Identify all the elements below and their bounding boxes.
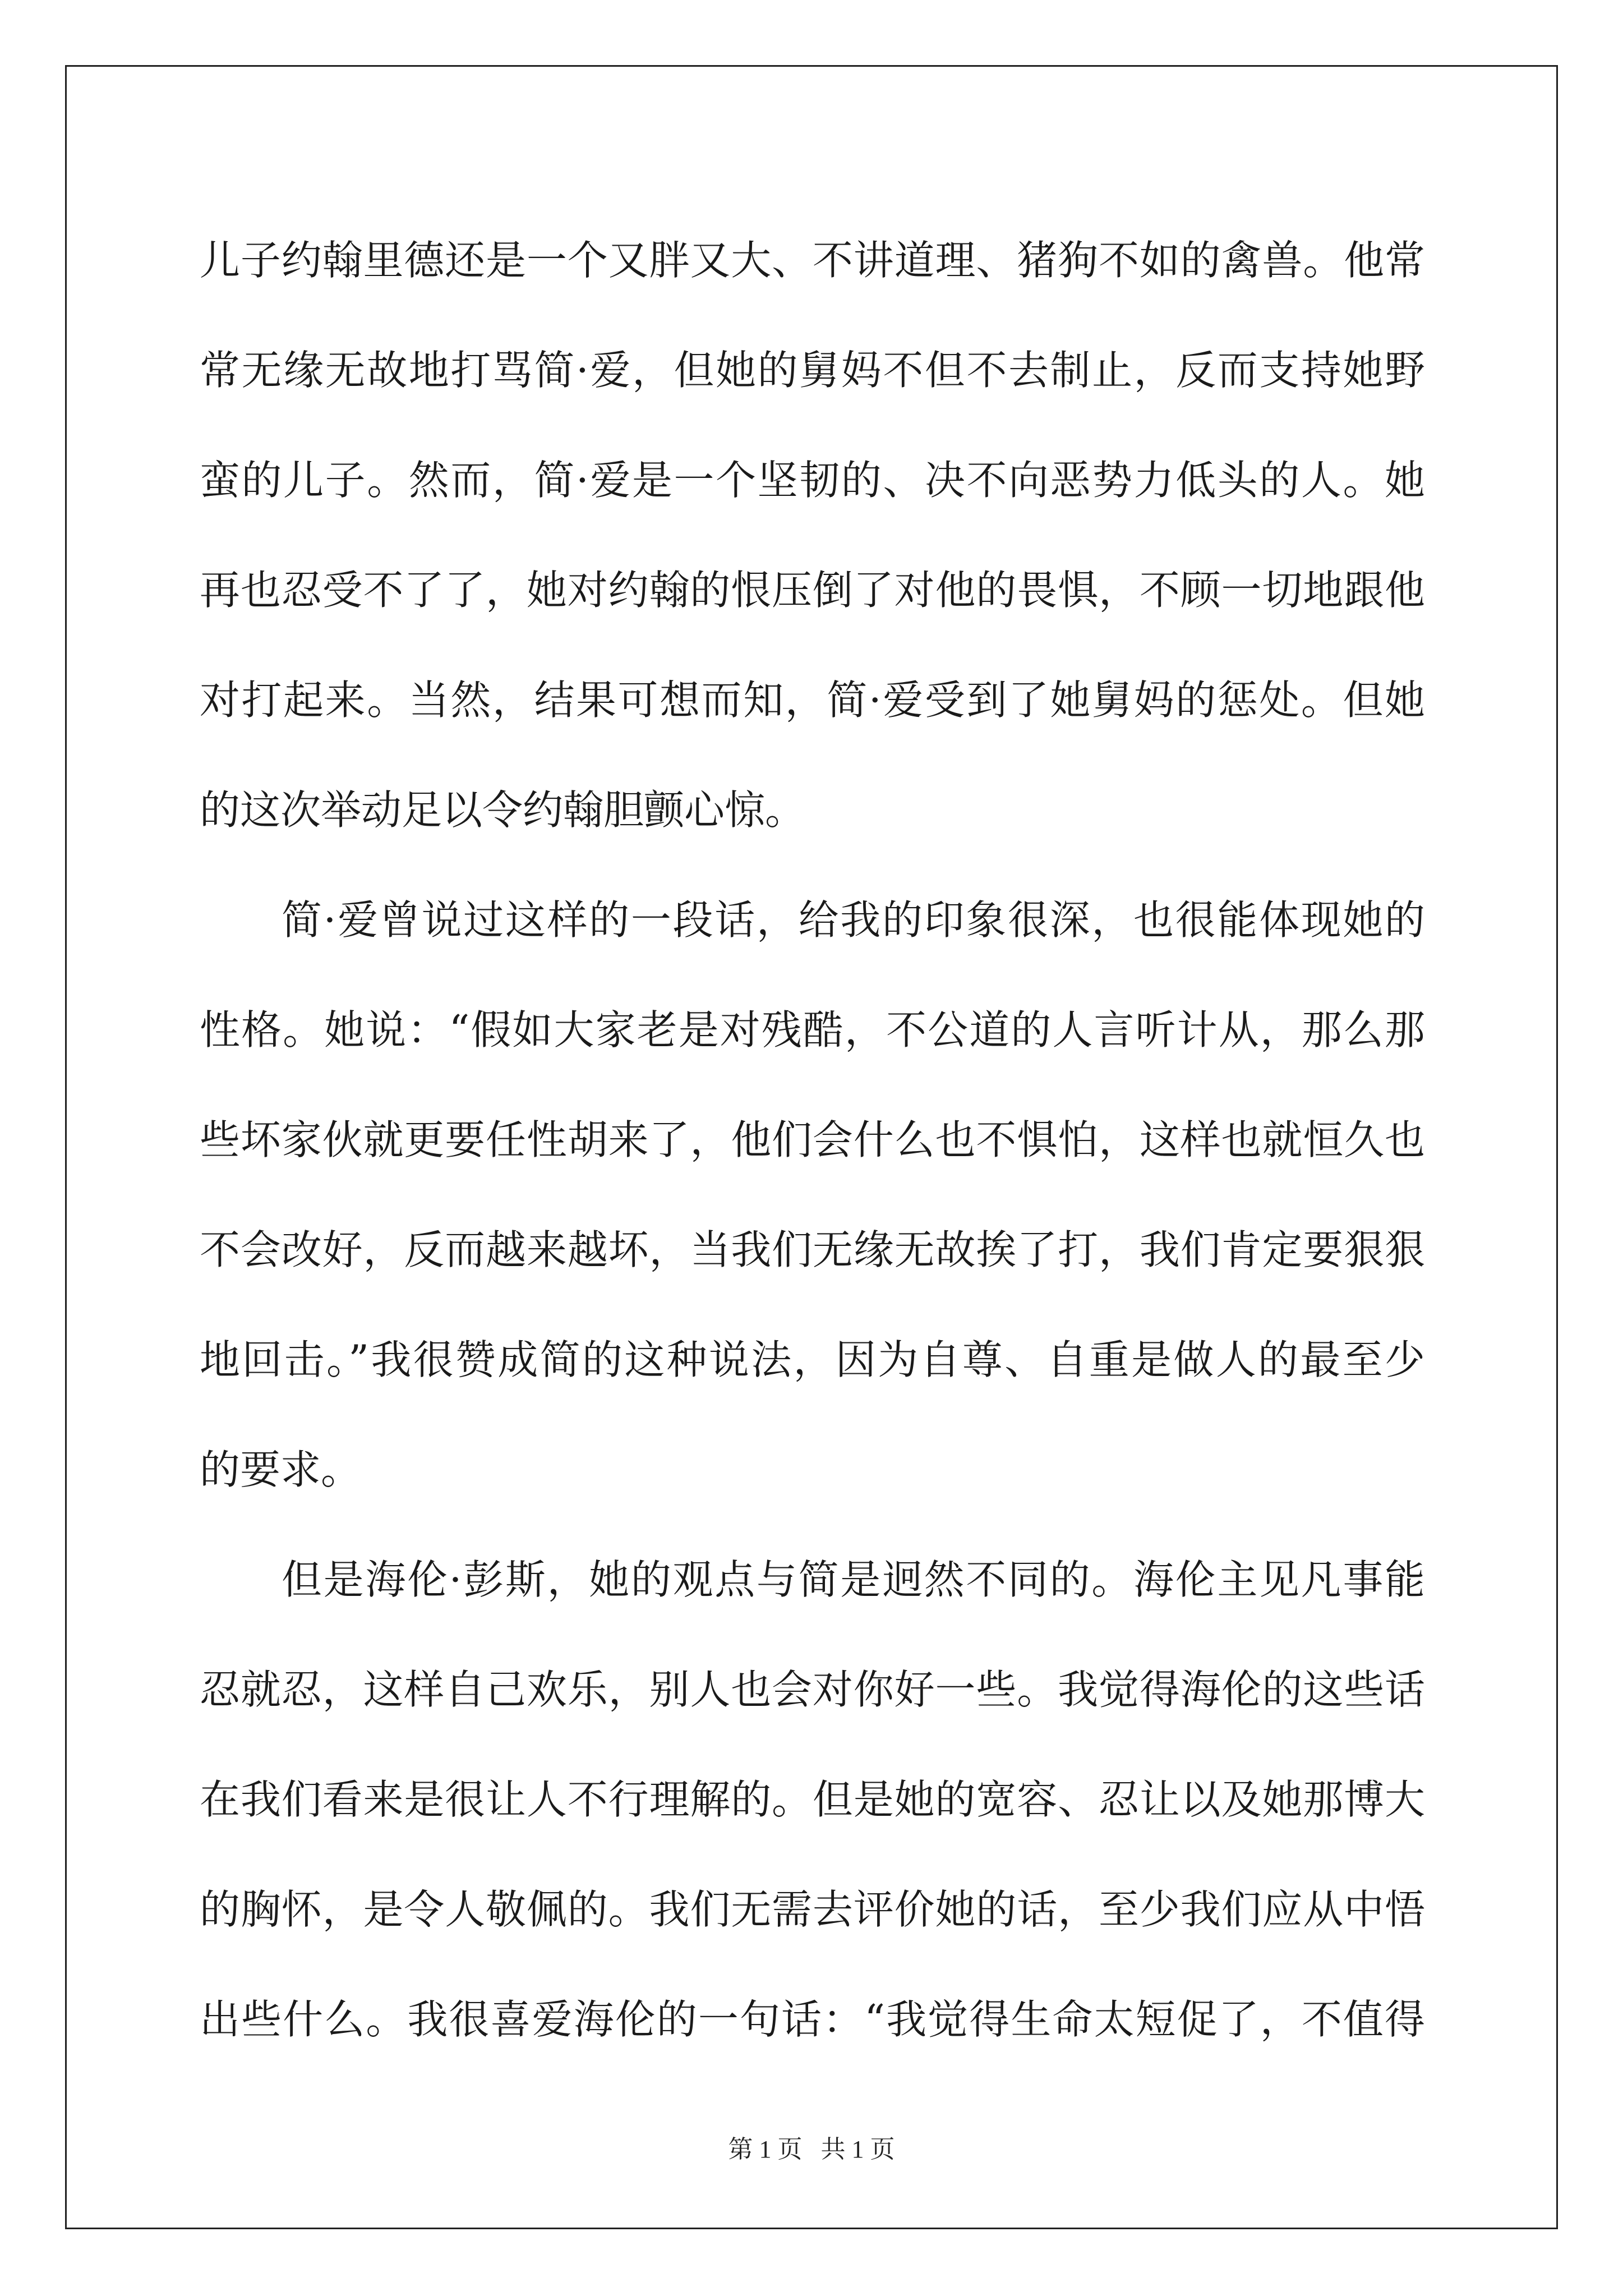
page-footer: 第 1 页 共 1 页	[728, 2136, 895, 2163]
document-body	[200, 205, 1425, 2074]
text-line: 忍就忍，这样自己欢乐，别人也会对你好一些。我觉得海伦的这些话	[200, 1666, 1425, 1713]
text-line: 在我们看来是很让人不行理解的。但是她的宽容、忍让以及她那博大	[200, 1776, 1425, 1823]
text-line: 的这次举动足以令约翰胆颤心惊。	[200, 786, 806, 834]
text-line: 性格。她说：“假如大家老是对残酷，不公道的人言听计从，那么那	[200, 1006, 1425, 1053]
text-line: 地回击。”我很赞成简的这种说法，因为自尊、自重是做人的最至少	[200, 1336, 1425, 1383]
text-line: 儿子约翰里德还是一个又胖又大、不讲道理、猪狗不如的禽兽。他常	[200, 237, 1425, 284]
text-line: 再也忍受不了了，她对约翰的恨压倒了对他的畏惧，不顾一切地跟他	[200, 567, 1425, 614]
text-line: 对打起来。当然，结果可想而知，简·爱受到了她舅妈的惩处。但她	[200, 677, 1425, 724]
paragraph-first-line: 简·爱曾说过这样的一段话，给我的印象很深，也很能体现她的	[282, 896, 1425, 944]
text-line: 的胸怀，是令人敬佩的。我们无需去评价她的话，至少我们应从中悟	[200, 1886, 1425, 1933]
text-line: 不会改好，反而越来越坏，当我们无缘无故挨了打，我们肯定要狠狠	[200, 1226, 1425, 1273]
text-line: 些坏家伙就更要任性胡来了，他们会什么也不惧怕，这样也就恒久也	[200, 1116, 1425, 1163]
text-line: 常无缘无故地打骂简·爱，但她的舅妈不但不去制止，反而支持她野	[200, 347, 1425, 394]
text-line: 蛮的儿子。然而，简·爱是一个坚韧的、决不向恶势力低头的人。她	[200, 457, 1425, 504]
paragraph-first-line: 但是海伦·彭斯，她的观点与简是迥然不同的。海伦主见凡事能	[282, 1556, 1425, 1603]
text-line: 的要求。	[200, 1446, 362, 1493]
text-line: 出些什么。我很喜爱海伦的一句话：“我觉得生命太短促了，不值得	[200, 1996, 1425, 2043]
